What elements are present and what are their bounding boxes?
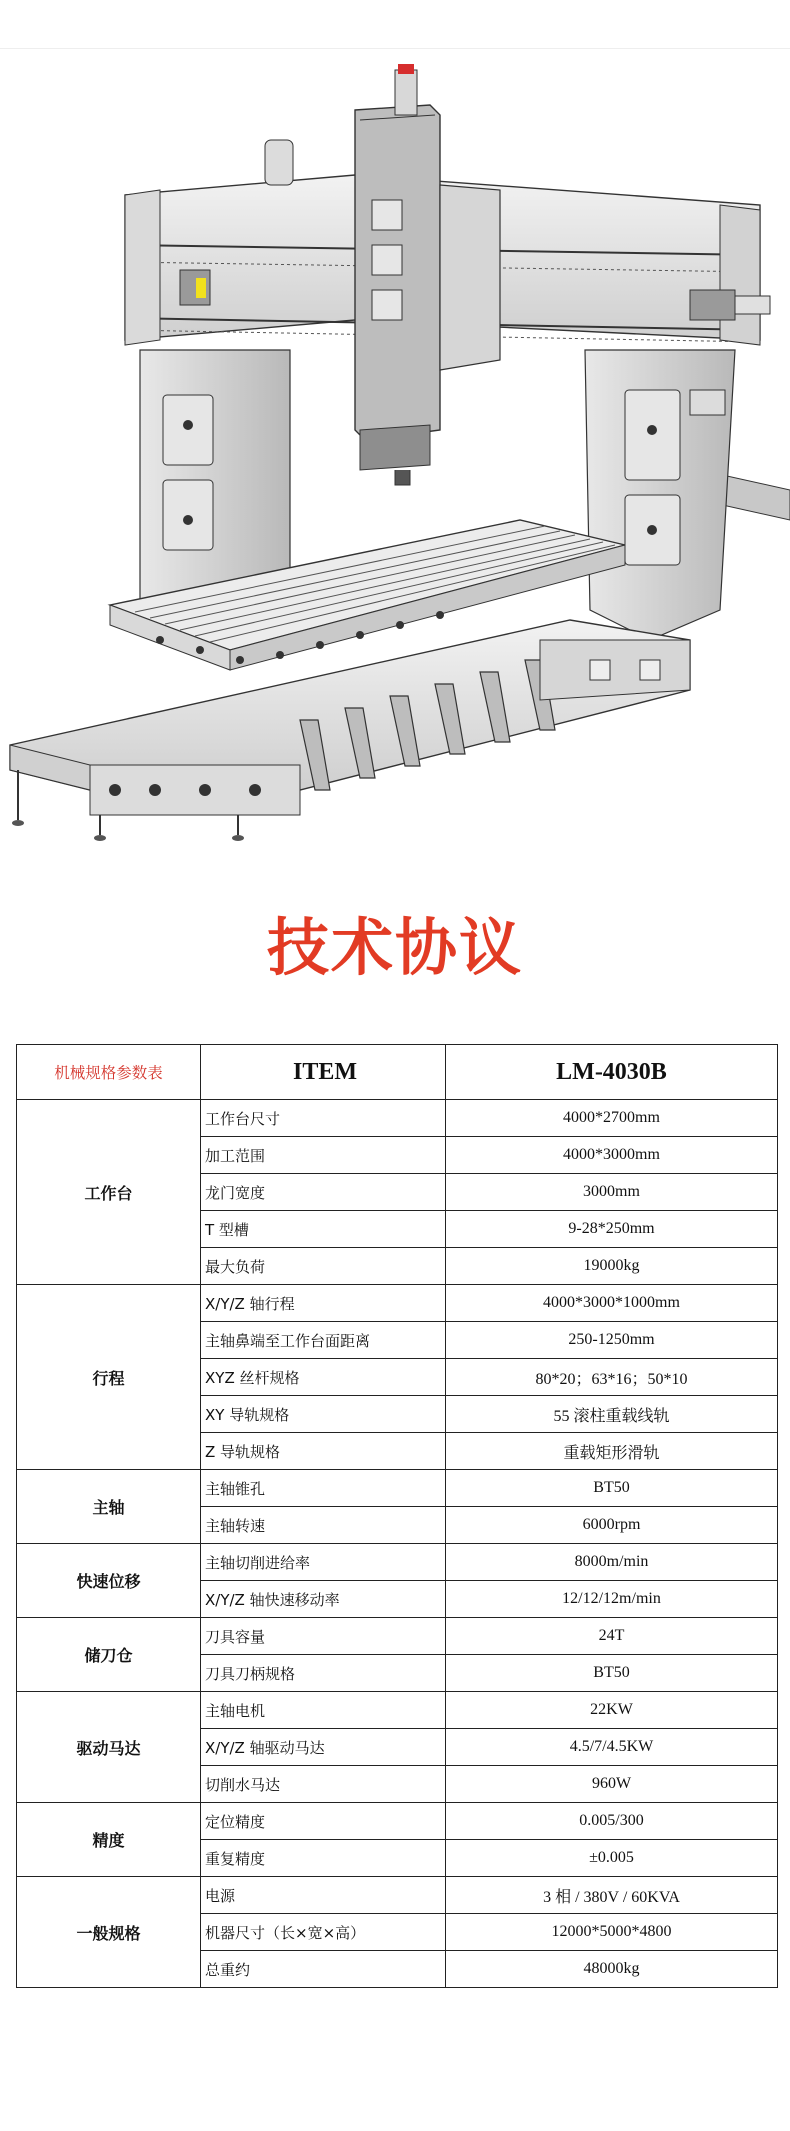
group-name: 一般规格	[17, 1877, 201, 1988]
group-name: 行程	[17, 1285, 201, 1470]
spec-item: 主轴锥孔	[201, 1470, 446, 1507]
spec-value: 19000kg	[446, 1248, 778, 1285]
spec-value: 0.005/300	[446, 1803, 778, 1840]
spec-value: 8000m/min	[446, 1544, 778, 1581]
spec-value: 55 滚柱重载线轨	[446, 1396, 778, 1433]
spec-value: 3 相 / 380V / 60KVA	[446, 1877, 778, 1914]
table-row	[17, 1470, 778, 1507]
spec-item: 主轴切削进给率	[201, 1544, 446, 1581]
spec-value: 12/12/12m/min	[446, 1581, 778, 1618]
group-name: 精度	[17, 1803, 201, 1877]
spec-value: 80*20；63*16；50*10	[446, 1359, 778, 1396]
spec-item: 重复精度	[201, 1840, 446, 1877]
table-header-row	[17, 1045, 778, 1100]
spec-value: 重载矩形滑轨	[446, 1433, 778, 1470]
spec-item: 工作台尺寸	[201, 1100, 446, 1137]
spec-item: 总重约	[201, 1951, 446, 1988]
spec-value: 4000*3000*1000mm	[446, 1285, 778, 1322]
table-row	[17, 1803, 778, 1840]
spec-value: 4.5/7/4.5KW	[446, 1729, 778, 1766]
spec-item: 最大负荷	[201, 1248, 446, 1285]
spec-value: 960W	[446, 1766, 778, 1803]
group-name: 驱动马达	[17, 1692, 201, 1803]
gantry-machine-illustration	[0, 55, 790, 855]
spec-item: 主轴转速	[201, 1507, 446, 1544]
spec-value: BT50	[446, 1470, 778, 1507]
spec-item: X/Y/Z 轴行程	[201, 1285, 446, 1322]
group-name: 快速位移	[17, 1544, 201, 1618]
table-row	[17, 1692, 778, 1729]
table-row	[17, 1877, 778, 1914]
spec-item: 加工范围	[201, 1137, 446, 1174]
spec-value: 6000rpm	[446, 1507, 778, 1544]
spec-value: 48000kg	[446, 1951, 778, 1988]
spec-value: 250-1250mm	[446, 1322, 778, 1359]
table-row	[17, 1544, 778, 1581]
group-name: 储刀仓	[17, 1618, 201, 1692]
table-row	[17, 1100, 778, 1137]
spec-item: XYZ 丝杆规格	[201, 1359, 446, 1396]
spec-value: 12000*5000*4800	[446, 1914, 778, 1951]
spec-value: ±0.005	[446, 1840, 778, 1877]
spec-value: BT50	[446, 1655, 778, 1692]
group-name: 工作台	[17, 1100, 201, 1285]
spec-item: 电源	[201, 1877, 446, 1914]
page-title: 技术协议	[266, 911, 523, 984]
spec-item: T 型槽	[201, 1211, 446, 1248]
spec-table	[16, 1044, 778, 1988]
spec-item: 刀具容量	[201, 1618, 446, 1655]
spec-value: 24T	[446, 1618, 778, 1655]
spec-item: 主轴鼻端至工作台面距离	[201, 1322, 446, 1359]
top-divider	[0, 48, 790, 49]
spec-value: 4000*2700mm	[446, 1100, 778, 1137]
spec-item: X/Y/Z 轴快速移动率	[201, 1581, 446, 1618]
header-category: 机械规格参数表	[17, 1045, 201, 1100]
spec-item: 刀具刀柄规格	[201, 1655, 446, 1692]
spec-item: 龙门宽度	[201, 1174, 446, 1211]
spec-item: X/Y/Z 轴驱动马达	[201, 1729, 446, 1766]
spec-item: XY 导轨规格	[201, 1396, 446, 1433]
spec-value: 4000*3000mm	[446, 1137, 778, 1174]
spec-item: Z 导轨规格	[201, 1433, 446, 1470]
table-row	[17, 1285, 778, 1322]
group-name: 主轴	[17, 1470, 201, 1544]
spec-value: 3000mm	[446, 1174, 778, 1211]
spec-item: 定位精度	[201, 1803, 446, 1840]
table-row	[17, 1618, 778, 1655]
spec-item: 主轴电机	[201, 1692, 446, 1729]
spec-item: 切削水马达	[201, 1766, 446, 1803]
spec-item: 机器尺寸（长×宽×高）	[201, 1914, 446, 1951]
spec-value: 9-28*250mm	[446, 1211, 778, 1248]
spec-value: 22KW	[446, 1692, 778, 1729]
header-item: ITEM	[201, 1045, 446, 1100]
header-model: LM-4030B	[446, 1045, 778, 1100]
